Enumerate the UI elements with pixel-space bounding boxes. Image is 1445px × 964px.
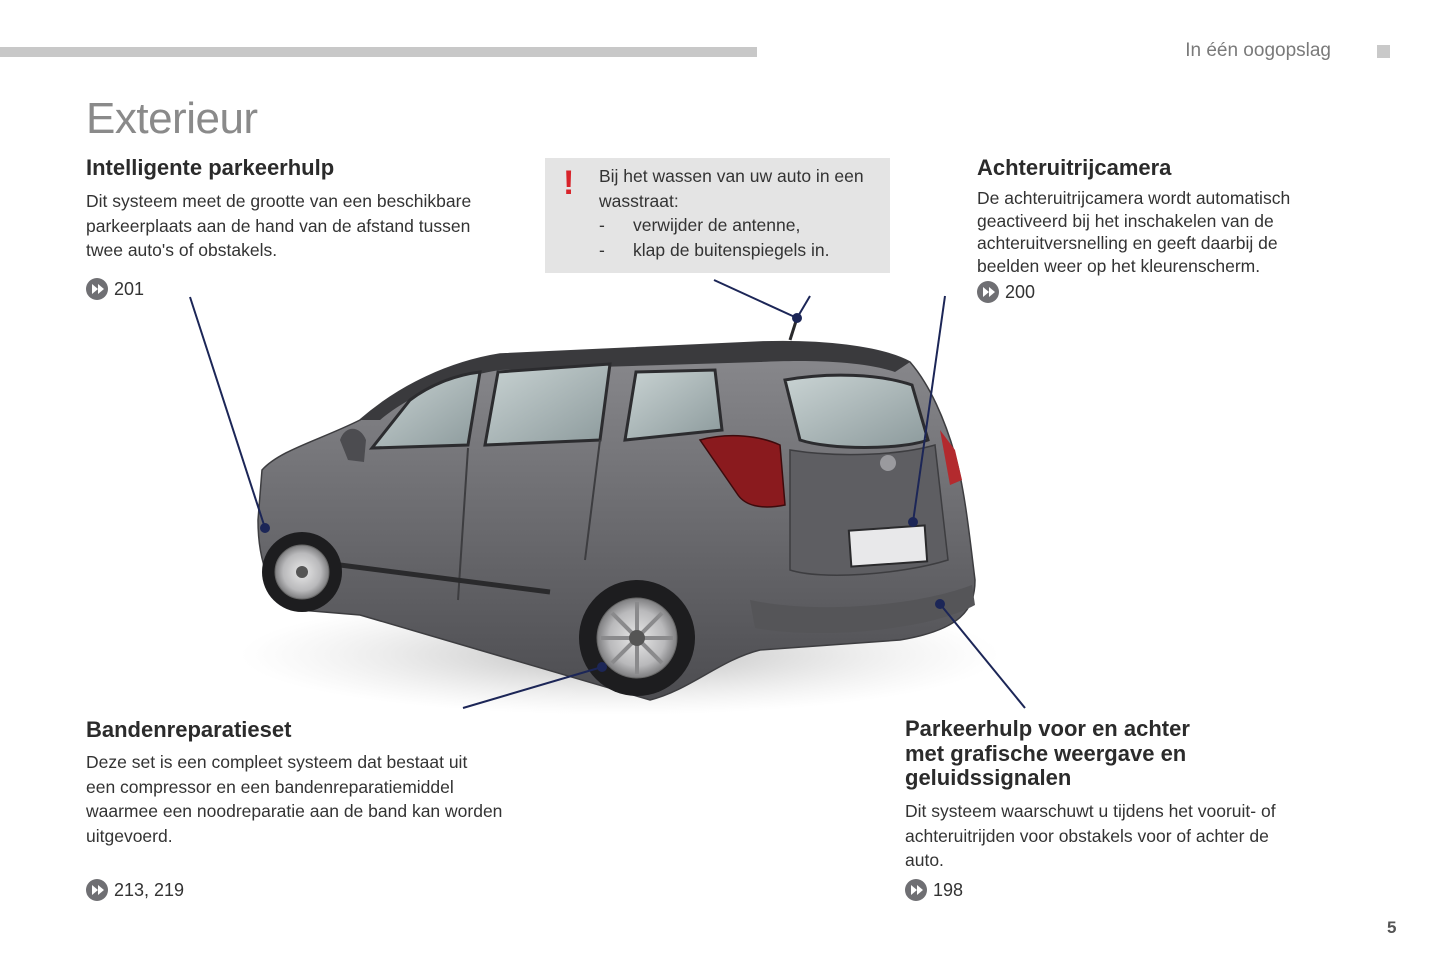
page-ref-front-rear-aid[interactable]: 198 xyxy=(905,879,963,901)
leader-parking-aid xyxy=(190,297,265,528)
text-parking-aid: Dit systeem meet de grootte van een beschikbare parkeerplaats aan de hand van de afstand tussen twee auto's of obstakels. xyxy=(86,191,472,260)
page-ref-parking-aid[interactable]: 201 xyxy=(86,278,144,300)
leader-antenna xyxy=(714,280,797,318)
leader-dot-antenna xyxy=(793,314,801,322)
notice-box xyxy=(545,158,890,273)
rear-windscreen xyxy=(785,375,928,447)
notice-item: - klap de buitenspiegels in. xyxy=(599,239,830,260)
window-rear xyxy=(625,370,722,440)
notice-text: Bij het wassen van uw auto in een wasstraat: - verwijder de antenne, - klap de buitenspiegels in. xyxy=(599,164,884,262)
text-repair-kit: Deze set is een compleet systeem dat bestaat uit een compressor en een bandenreparatiemiddel waarmee een noodreparatie aan de band kan worden uitgevoerd. xyxy=(86,752,503,846)
license-plate xyxy=(849,525,927,566)
section-label: In één oogopslag xyxy=(1185,40,1331,61)
page-number: 5 xyxy=(1387,918,1397,937)
heading-camera: Achteruitrijcamera xyxy=(977,155,1172,180)
heading-front-rear-aid: Parkeerhulp voor en achter met grafische weergave en geluidssignalen xyxy=(905,716,1190,790)
page-ref-camera[interactable]: 200 xyxy=(977,281,1035,303)
leader-dot-camera xyxy=(909,518,917,526)
leader-dot-front-rear-aid xyxy=(936,600,944,608)
page-link-icon xyxy=(86,879,108,901)
page-title: Exterieur xyxy=(86,94,258,143)
text-front-rear-aid: Dit systeem waarschuwt u tijdens het vooruit- of achteruitrijden voor obstakels voor of achter de auto. xyxy=(905,801,1276,870)
brand-logo xyxy=(880,455,896,471)
text-camera: De achteruitrijcamera wordt automatisch geactiveerd bij het inschakelen van de achteruitversnelling en geeft daarbij de beelden weer op het kleurenscherm. xyxy=(977,188,1291,276)
notice-item: - verwijder de antenne, xyxy=(599,215,801,235)
window-middle xyxy=(485,364,610,445)
leader-dot-repair-kit xyxy=(598,663,606,671)
leader-dot-parking-aid xyxy=(261,524,269,532)
warning-icon: ! xyxy=(563,164,575,202)
page-link-icon xyxy=(977,281,999,303)
page-ref-repair-kit[interactable]: 213, 219 xyxy=(86,879,184,901)
page-link-icon xyxy=(86,278,108,300)
heading-parking-aid: Intelligente parkeerhulp xyxy=(86,155,335,180)
heading-repair-kit: Bandenreparatieset xyxy=(86,717,292,742)
page-link-icon xyxy=(905,879,927,901)
